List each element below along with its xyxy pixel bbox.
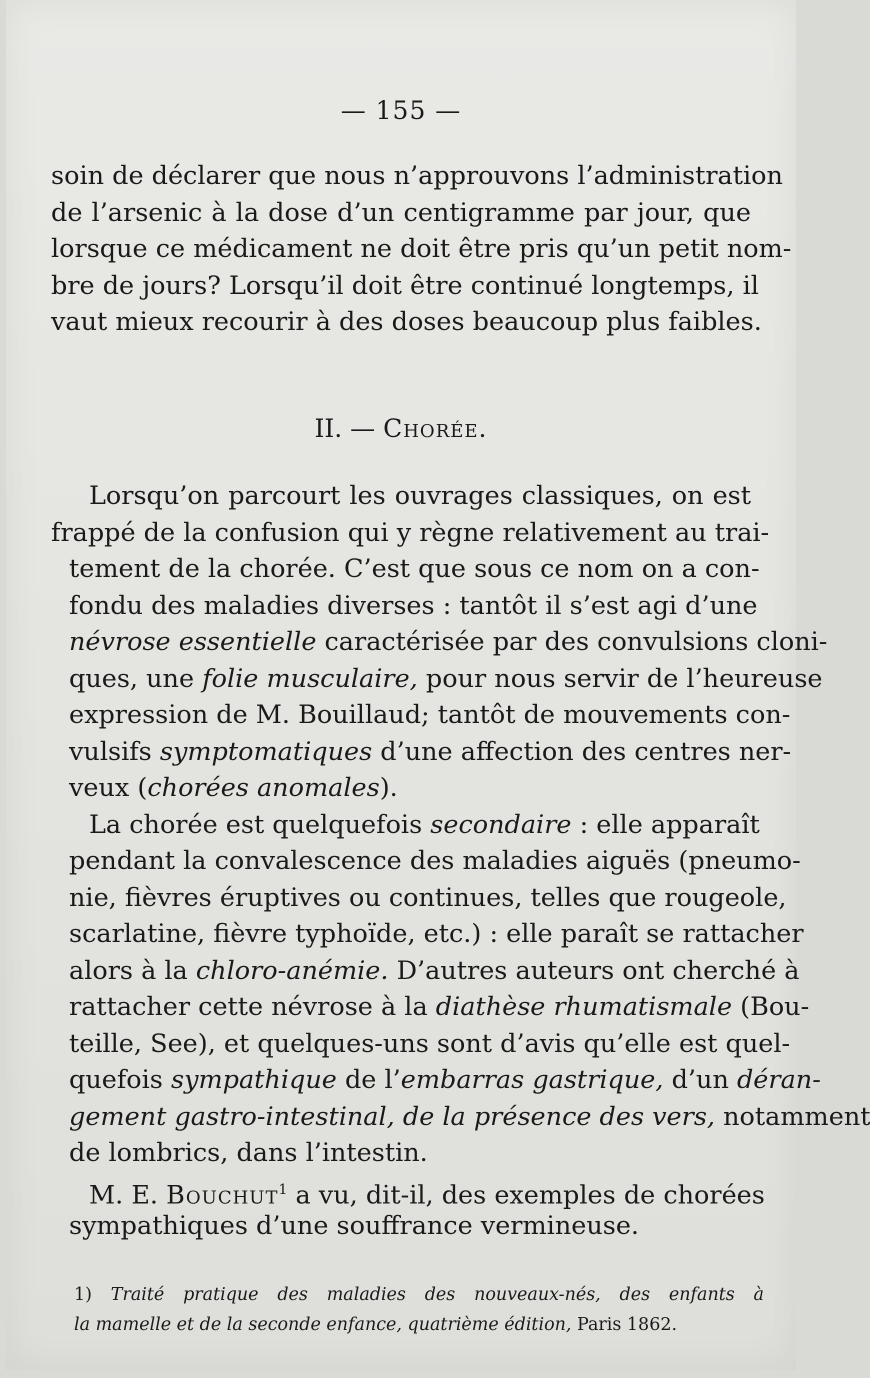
text-line: veux (chorées anomales). [69, 773, 398, 803]
italic-term: symptomatiques [159, 736, 373, 767]
text-line: rattacher cette névrose à la diathèse rhumatismale (Bou- [69, 992, 810, 1022]
text-line: gement gastro-intestinal, de la présence des vers, notamment [69, 1101, 870, 1132]
italic-term: chorées anomales [147, 773, 380, 803]
text-line: Lorsqu’on parcourt les ouvrages classiques, on est [89, 481, 751, 511]
text-line: pendant la convalescence des maladies aiguës (pneumo- [69, 846, 801, 876]
text-line: teille, See), et quelques-uns sont d’avis qu’elle est quel- [69, 1028, 791, 1059]
section-title: Chorée. [383, 414, 488, 443]
text-line: nie, fièvres éruptives ou continues, telles que rougeole, [69, 882, 787, 913]
italic-term: folie musculaire, [202, 663, 418, 694]
italic-term: secondaire [430, 809, 572, 840]
italic-term: déran- [736, 1065, 821, 1095]
footnote-line: 1) Traité pratique des maladies des nouveaux-nés, des enfants à [74, 1285, 764, 1305]
text-line: M. E. Bouchut$^1$ a vu, dit-il, des exemples de chorées [89, 1180, 765, 1210]
text-line: lorsque ce médicament ne doit être pris qu’un petit nom- [51, 234, 792, 264]
author-name: Bouchut [166, 1180, 279, 1210]
paragraph-arsenic [51, 158, 792, 341]
text-line: vaut mieux recourir à des doses beaucoup plus faibles. [51, 307, 762, 337]
text-line: bre de jours? Lorsqu’il doit être continué longtemps, il [51, 270, 759, 301]
text-line: expression de M. Bouillaud; tantôt de mouvements con- [69, 700, 791, 730]
footnote-ref: 1 [278, 1181, 288, 1198]
italic-term: sympathique [170, 1065, 337, 1095]
italic-term: diathèse rhumatismale [435, 992, 733, 1022]
section-heading [6, 414, 796, 443]
text-line: frappé de la confusion qui y règne relativement au trai- [51, 517, 770, 548]
paragraph-choree [51, 478, 870, 1245]
italic-term: gement gastro-intestinal, de la présence des vers, [69, 1101, 716, 1132]
book-page [6, 0, 870, 1370]
footnote-mark: 1) [74, 1285, 92, 1305]
page-number: — 155 — [340, 96, 462, 125]
italic-term: névrose essentielle [69, 627, 317, 657]
footnote [74, 1280, 764, 1340]
text-line: ques, une folie musculaire, pour nous servir de l’heureuse [69, 663, 823, 694]
italic-term: embarras gastrique, [400, 1065, 664, 1095]
text-line: tement de la chorée. C’est que sous ce nom on a con- [69, 554, 760, 584]
footnote-line: la mamelle et de la seconde enfance, quatrième édition, Paris 1862. [74, 1315, 678, 1335]
text-line: névrose essentielle caractérisée par des convulsions cloni- [69, 627, 828, 657]
text-line: scarlatine, fièvre typhoïde, etc.) : elle paraît se rattacher [69, 919, 804, 949]
text-line: quefois sympathique de l’embarras gastrique, d’un déran- [69, 1065, 821, 1095]
text-line: sympathiques d’une souffrance vermineuse. [69, 1211, 640, 1241]
text-line: soin de déclarer que nous n’approuvons l’administration [51, 161, 783, 191]
text-line: de l’arsenic à la dose d’un centigramme par jour, que [51, 197, 751, 228]
text-line: de lombrics, dans l’intestin. [69, 1138, 428, 1168]
text-line: La chorée est quelquefois secondaire : elle apparaît [89, 809, 760, 840]
italic-term: chloro-anémie. [195, 955, 389, 986]
text-line: vulsifs symptomatiques d’une affection des centres ner- [69, 736, 792, 767]
text-line: fondu des maladies diverses : tantôt il s’est agi d’une [69, 590, 758, 621]
text-line: alors à la chloro-anémie. D’autres auteurs ont cherché à [69, 955, 800, 986]
section-numeral: II. — [314, 414, 376, 443]
